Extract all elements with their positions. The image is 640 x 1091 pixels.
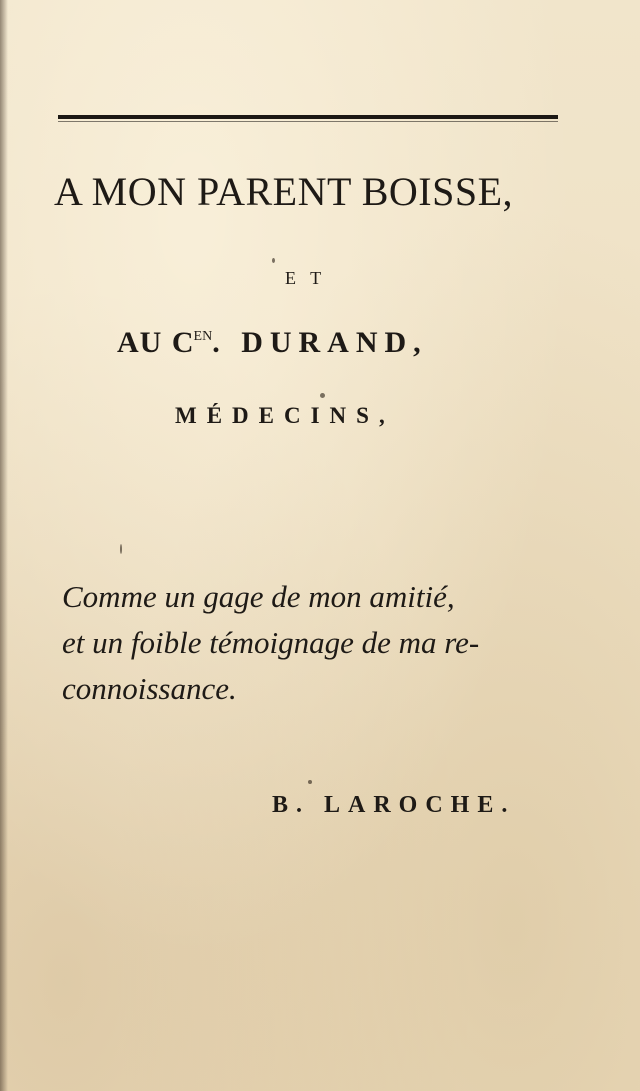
citizen-abbrev-superscript: EN	[193, 329, 213, 344]
dedication-line-2: et un foible témoignage de ma re-	[62, 625, 480, 660]
top-rule-thin	[58, 121, 558, 122]
profession-line: MÉDECINS,	[175, 403, 395, 428]
ink-speck	[120, 544, 122, 554]
dedication-text	[62, 574, 479, 712]
citizen-abbrev-letter: C	[171, 326, 194, 359]
ink-speck	[272, 258, 275, 263]
second-dedicatee-line	[117, 326, 428, 360]
author-signature: B. LAROCHE.	[272, 792, 516, 818]
spine-shadow	[0, 0, 8, 1091]
top-rule	[58, 115, 558, 119]
dedication-heading: A MON PARENT BOISSE,	[54, 169, 514, 214]
citizen-abbrev-dot: .	[212, 326, 222, 359]
dedicatee-name: DURAND,	[241, 326, 428, 359]
dedication-line-1: Comme un gage de mon amitié,	[62, 579, 455, 614]
ink-speck	[308, 780, 312, 784]
conjunction-et: E T	[285, 268, 327, 288]
dedication-line-3: connoissance.	[62, 671, 237, 706]
prefix-au: AU	[117, 326, 163, 359]
ink-speck	[320, 393, 325, 398]
